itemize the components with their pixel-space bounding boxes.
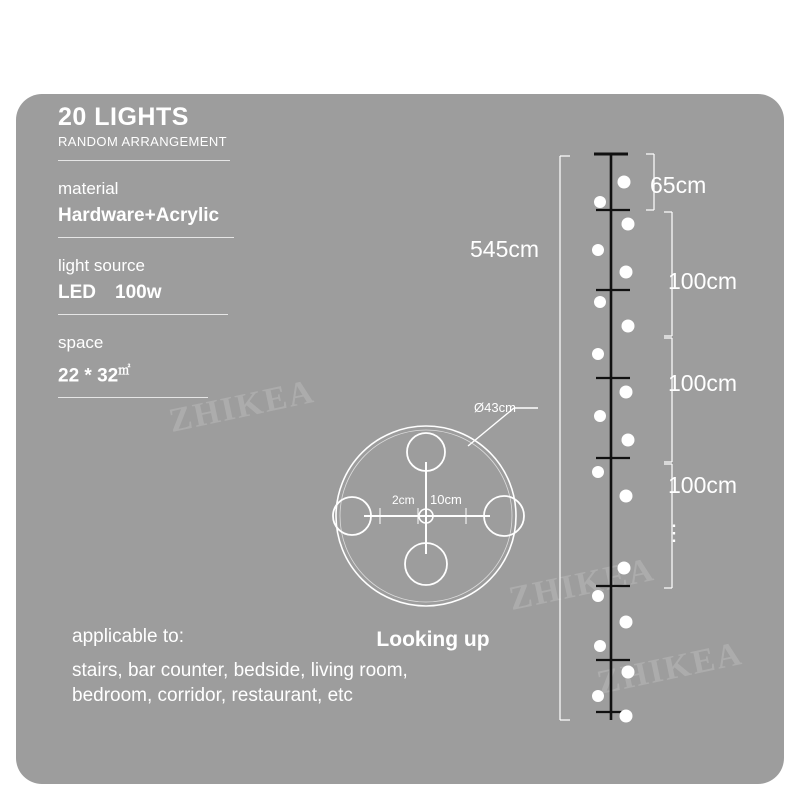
top-view-caption: Looking up [376,628,490,651]
divider [58,160,230,161]
globe [592,590,604,602]
globe [622,320,635,333]
spec-title: 20 LIGHTS [58,103,189,131]
segment-label-1: 65cm [650,172,707,198]
globe-group [592,176,635,723]
globe [620,266,633,279]
spec-value-text: 22 * 32 [58,365,119,387]
spec-label: space [58,333,104,352]
spec-label: material [58,179,119,198]
spec-value [58,357,308,389]
globe [592,348,604,360]
globe [594,410,606,422]
globe [622,434,635,447]
spec-subtitle: RANDOM ARRANGEMENT [58,134,227,149]
globe [622,666,635,679]
globe [620,490,633,503]
globe [594,196,606,208]
globe [592,466,604,478]
spec-list [58,102,308,412]
segment-label-4: 100cm [668,472,738,498]
globe [618,176,631,189]
globe [620,386,633,399]
segment-label-3: 100cm [668,370,738,396]
globe [594,296,606,308]
spec-value-unit: ㎡ [118,363,131,377]
elevation-drawing [546,140,786,740]
applicable-body: stairs, bar counter, bedside, living room, bedroom, corridor, restaurant, etc [72,660,408,706]
top-view-drawing [318,404,538,654]
divider [58,314,228,315]
outer-dim-label: 10cm [430,492,462,507]
applicable-heading: applicable to: [72,626,184,647]
globe [620,616,633,629]
globe [620,710,633,723]
inner-dim-label: 2cm [392,493,415,507]
segment-label-2: 100cm [668,268,738,294]
globe [592,690,604,702]
spec-value: Hardware+Acrylic [58,205,220,226]
spec-value: LED 100w [58,282,162,303]
spec-item-material [58,175,308,238]
spec-item-space [58,329,308,398]
globe [592,244,604,256]
overall-length-label: 545cm [470,236,540,262]
divider [58,237,234,238]
spec-label: light source [58,256,145,275]
continuation-dots: ⋮ [663,520,685,545]
divider [58,397,208,398]
globe [622,218,635,231]
spec-item-light-source [58,252,308,315]
diameter-label: Ø43cm [474,400,516,415]
globe [618,562,631,575]
globe [594,640,606,652]
spec-heading-block [58,102,308,161]
